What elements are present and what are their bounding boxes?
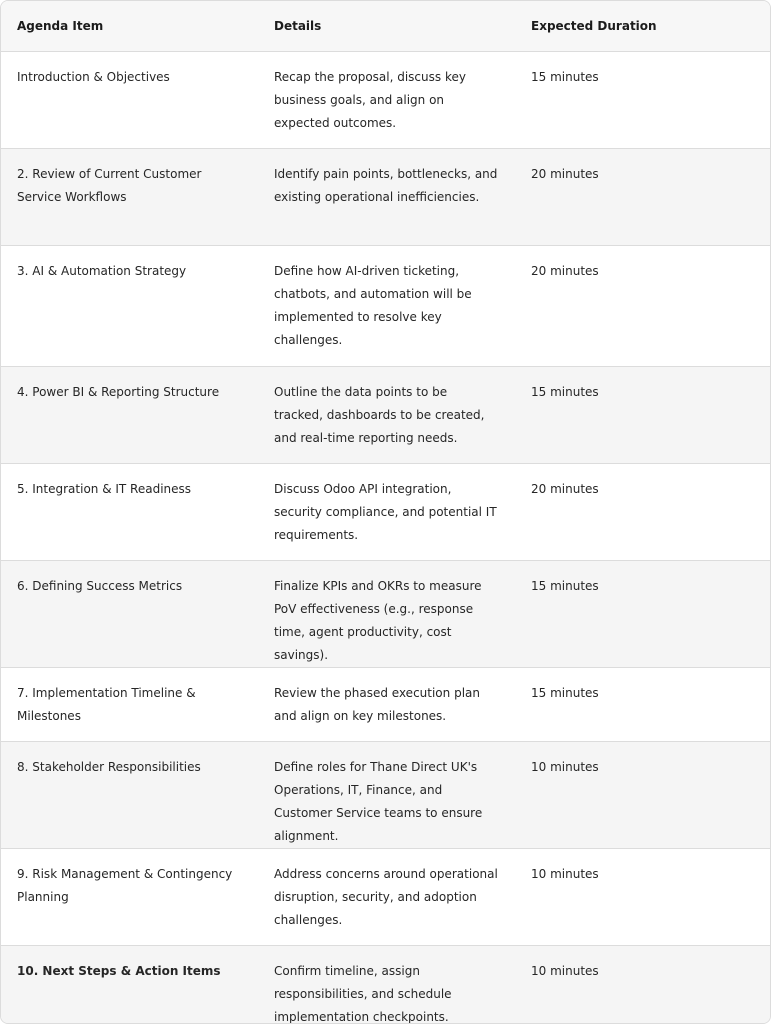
duration-cell: 10 minutes <box>531 963 599 978</box>
table-row <box>1 667 770 741</box>
agenda-item-cell: 4. Power BI & Reporting Structure <box>1 366 258 463</box>
table-row <box>1 463 770 560</box>
header-details: Details <box>258 1 515 51</box>
duration-cell: 20 minutes <box>515 148 770 245</box>
table-row <box>1 848 770 945</box>
table-body <box>1 51 770 1024</box>
details-cell: Define roles for Thane Direct UK's Operations, IT, Finance, and Customer Service teams to ensure alignment. <box>258 741 515 848</box>
details-cell: Finalize KPIs and OKRs to measure PoV effectiveness (e.g., response time, agent productivity, cost savings). <box>258 560 515 667</box>
agenda-item-cell: 10. Next Steps & Action Items <box>17 963 221 978</box>
duration-cell: 15 minutes <box>515 667 770 741</box>
details-cell: Confirm timeline, assign responsibilities, and schedule implementation checkpoints. <box>274 963 452 1024</box>
agenda-table <box>1 1 770 1024</box>
table-header <box>1 1 770 51</box>
duration-cell: 10 minutes <box>515 741 770 848</box>
table-row <box>1 366 770 463</box>
duration-cell: 15 minutes <box>515 560 770 667</box>
duration-cell: 10 minutes <box>515 848 770 945</box>
agenda-item-cell: 2. Review of Current Customer Service Workflows <box>1 148 258 245</box>
agenda-item-cell: Introduction & Objectives <box>1 51 258 148</box>
duration-cell: 15 minutes <box>515 366 770 463</box>
agenda-item-cell: 7. Implementation Timeline & Milestones <box>1 667 258 741</box>
duration-cell: 15 minutes <box>515 51 770 148</box>
agenda-item-cell: 9. Risk Management & Contingency Planning <box>1 848 258 945</box>
table-row <box>1 245 770 366</box>
duration-cell: 20 minutes <box>515 463 770 560</box>
table-row <box>1 148 770 245</box>
agenda-item-cell: 6. Defining Success Metrics <box>1 560 258 667</box>
details-cell: Outline the data points to be tracked, dashboards to be created, and real-time reporting needs. <box>258 366 515 463</box>
table-row <box>1 51 770 148</box>
table-row <box>1 945 770 1024</box>
header-expected-duration: Expected Duration <box>515 1 770 51</box>
details-cell: Identify pain points, bottlenecks, and existing operational inefficiencies. <box>258 148 515 245</box>
table-row <box>1 741 770 848</box>
header-agenda-item: Agenda Item <box>1 1 258 51</box>
header-row <box>1 1 770 51</box>
duration-cell: 20 minutes <box>515 245 770 366</box>
agenda-item-cell: 8. Stakeholder Responsibilities <box>1 741 258 848</box>
details-cell: Recap the proposal, discuss key business goals, and align on expected outcomes. <box>258 51 515 148</box>
details-cell: Address concerns around operational disruption, security, and adoption challenges. <box>258 848 515 945</box>
details-cell: Define how AI-driven ticketing, chatbots, and automation will be implemented to resolve key challenges. <box>258 245 515 366</box>
details-cell: Review the phased execution plan and align on key milestones. <box>258 667 515 741</box>
agenda-item-cell: 3. AI & Automation Strategy <box>1 245 258 366</box>
table-row <box>1 560 770 667</box>
details-cell: Discuss Odoo API integration, security compliance, and potential IT requirements. <box>258 463 515 560</box>
agenda-item-cell: 5. Integration & IT Readiness <box>1 463 258 560</box>
